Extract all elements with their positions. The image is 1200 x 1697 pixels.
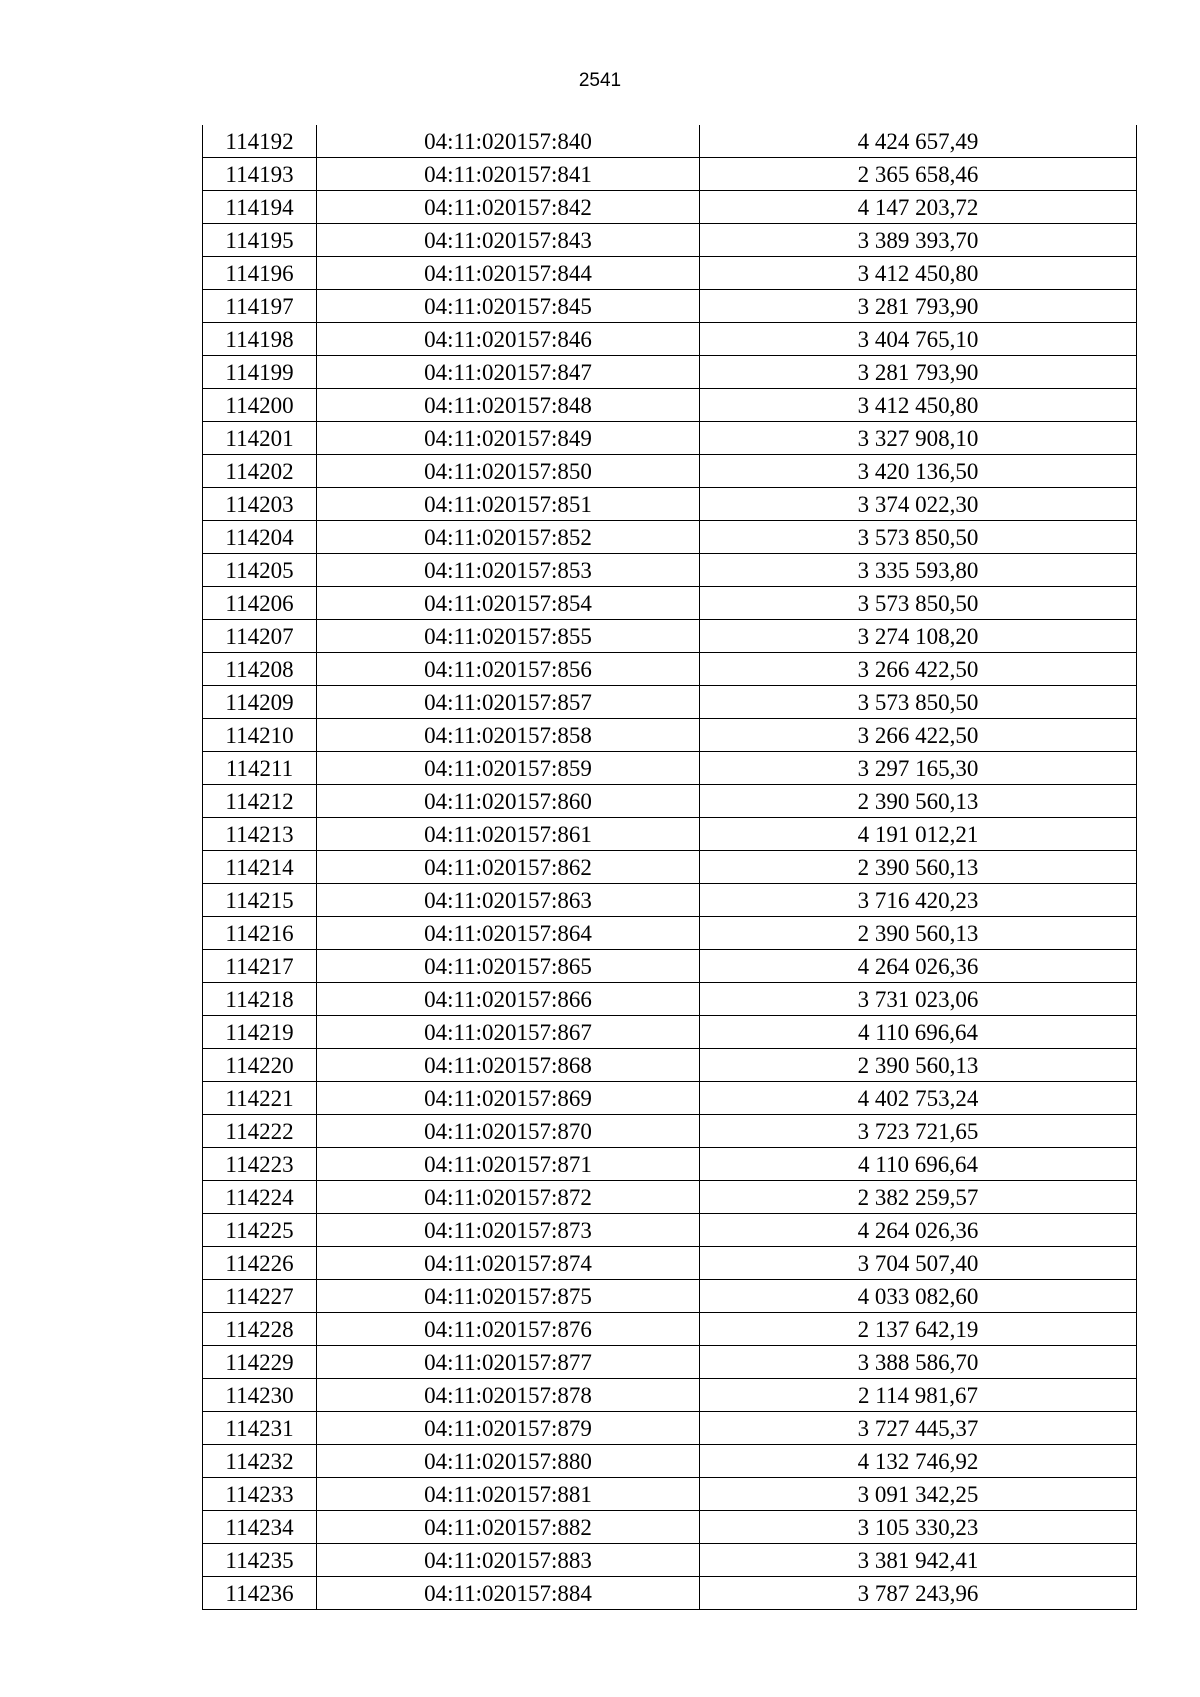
table-row xyxy=(203,1148,1137,1181)
cadastral-number-cell: 04:11:020157:884 xyxy=(317,1577,700,1610)
row-number-cell: 114199 xyxy=(203,356,317,389)
cadastral-value-cell: 4 110 696,64 xyxy=(700,1148,1137,1181)
table-body xyxy=(203,125,1137,1610)
cadastral-value-cell: 2 390 560,13 xyxy=(700,917,1137,950)
page-number: 2541 xyxy=(578,70,622,91)
row-number-cell: 114208 xyxy=(203,653,317,686)
cadastral-value-cell: 3 266 422,50 xyxy=(700,719,1137,752)
cadastral-value-cell: 3 281 793,90 xyxy=(700,356,1137,389)
row-number-cell: 114226 xyxy=(203,1247,317,1280)
table-row xyxy=(203,389,1137,422)
row-number-cell: 114231 xyxy=(203,1412,317,1445)
cadastral-value-cell: 3 404 765,10 xyxy=(700,323,1137,356)
table-row xyxy=(203,1445,1137,1478)
row-number-cell: 114219 xyxy=(203,1016,317,1049)
cadastral-number-cell: 04:11:020157:870 xyxy=(317,1115,700,1148)
row-number-cell: 114201 xyxy=(203,422,317,455)
table-row xyxy=(203,554,1137,587)
table-row xyxy=(203,1412,1137,1445)
table-row xyxy=(203,620,1137,653)
cadastral-value-cell: 2 390 560,13 xyxy=(700,1049,1137,1082)
cadastral-value-cell: 3 374 022,30 xyxy=(700,488,1137,521)
cadastral-value-cell: 3 335 593,80 xyxy=(700,554,1137,587)
cadastral-number-cell: 04:11:020157:883 xyxy=(317,1544,700,1577)
row-number-cell: 114224 xyxy=(203,1181,317,1214)
row-number-cell: 114221 xyxy=(203,1082,317,1115)
table-row xyxy=(203,719,1137,752)
table-row xyxy=(203,851,1137,884)
table-row xyxy=(203,521,1137,554)
row-number-cell: 114205 xyxy=(203,554,317,587)
row-number-cell: 114206 xyxy=(203,587,317,620)
table-row xyxy=(203,1346,1137,1379)
row-number-cell: 114197 xyxy=(203,290,317,323)
table-row xyxy=(203,983,1137,1016)
cadastral-value-cell: 2 390 560,13 xyxy=(700,851,1137,884)
cadastral-number-cell: 04:11:020157:860 xyxy=(317,785,700,818)
cadastral-value-cell: 3 716 420,23 xyxy=(700,884,1137,917)
row-number-cell: 114204 xyxy=(203,521,317,554)
table-row xyxy=(203,884,1137,917)
row-number-cell: 114210 xyxy=(203,719,317,752)
cadastral-value-cell: 4 147 203,72 xyxy=(700,191,1137,224)
row-number-cell: 114217 xyxy=(203,950,317,983)
row-number-cell: 114211 xyxy=(203,752,317,785)
cadastral-value-cell: 3 787 243,96 xyxy=(700,1577,1137,1610)
cadastral-value-cell: 3 573 850,50 xyxy=(700,521,1137,554)
cadastral-number-cell: 04:11:020157:881 xyxy=(317,1478,700,1511)
row-number-cell: 114234 xyxy=(203,1511,317,1544)
table-row xyxy=(203,1115,1137,1148)
cadastral-number-cell: 04:11:020157:873 xyxy=(317,1214,700,1247)
cadastral-number-cell: 04:11:020157:842 xyxy=(317,191,700,224)
table-row xyxy=(203,587,1137,620)
table-row xyxy=(203,950,1137,983)
row-number-cell: 114207 xyxy=(203,620,317,653)
row-number-cell: 114200 xyxy=(203,389,317,422)
table-row xyxy=(203,1511,1137,1544)
cadastral-value-cell: 3 573 850,50 xyxy=(700,686,1137,719)
cadastral-value-cell: 4 033 082,60 xyxy=(700,1280,1137,1313)
cadastral-number-cell: 04:11:020157:851 xyxy=(317,488,700,521)
cadastral-number-cell: 04:11:020157:854 xyxy=(317,587,700,620)
row-number-cell: 114220 xyxy=(203,1049,317,1082)
row-number-cell: 114212 xyxy=(203,785,317,818)
cadastral-number-cell: 04:11:020157:867 xyxy=(317,1016,700,1049)
row-number-cell: 114228 xyxy=(203,1313,317,1346)
cadastral-value-cell: 4 132 746,92 xyxy=(700,1445,1137,1478)
table-row xyxy=(203,1577,1137,1610)
table-row xyxy=(203,125,1137,158)
cadastral-number-cell: 04:11:020157:848 xyxy=(317,389,700,422)
table-row xyxy=(203,686,1137,719)
table-row xyxy=(203,422,1137,455)
table-row xyxy=(203,1280,1137,1313)
table-row xyxy=(203,1082,1137,1115)
cadastral-value-cell: 3 727 445,37 xyxy=(700,1412,1137,1445)
row-number-cell: 114235 xyxy=(203,1544,317,1577)
row-number-cell: 114233 xyxy=(203,1478,317,1511)
cadastral-value-cell: 2 137 642,19 xyxy=(700,1313,1137,1346)
row-number-cell: 114195 xyxy=(203,224,317,257)
cadastral-value-cell: 3 327 908,10 xyxy=(700,422,1137,455)
cadastral-value-table xyxy=(202,125,1137,1610)
row-number-cell: 114209 xyxy=(203,686,317,719)
table-row xyxy=(203,785,1137,818)
row-number-cell: 114218 xyxy=(203,983,317,1016)
cadastral-number-cell: 04:11:020157:872 xyxy=(317,1181,700,1214)
cadastral-value-cell: 3 731 023,06 xyxy=(700,983,1137,1016)
row-number-cell: 114194 xyxy=(203,191,317,224)
cadastral-value-cell: 4 402 753,24 xyxy=(700,1082,1137,1115)
row-number-cell: 114192 xyxy=(203,125,317,158)
row-number-cell: 114225 xyxy=(203,1214,317,1247)
table-row xyxy=(203,1247,1137,1280)
cadastral-number-cell: 04:11:020157:843 xyxy=(317,224,700,257)
cadastral-number-cell: 04:11:020157:862 xyxy=(317,851,700,884)
row-number-cell: 114222 xyxy=(203,1115,317,1148)
table-row xyxy=(203,1181,1137,1214)
row-number-cell: 114216 xyxy=(203,917,317,950)
row-number-cell: 114198 xyxy=(203,323,317,356)
cadastral-number-cell: 04:11:020157:861 xyxy=(317,818,700,851)
row-number-cell: 114230 xyxy=(203,1379,317,1412)
table-row xyxy=(203,1313,1137,1346)
cadastral-value-cell: 3 420 136,50 xyxy=(700,455,1137,488)
cadastral-value-cell: 3 573 850,50 xyxy=(700,587,1137,620)
cadastral-number-cell: 04:11:020157:841 xyxy=(317,158,700,191)
table-row xyxy=(203,290,1137,323)
cadastral-number-cell: 04:11:020157:878 xyxy=(317,1379,700,1412)
cadastral-number-cell: 04:11:020157:850 xyxy=(317,455,700,488)
cadastral-value-cell: 4 110 696,64 xyxy=(700,1016,1137,1049)
cadastral-number-cell: 04:11:020157:846 xyxy=(317,323,700,356)
cadastral-value-cell: 3 091 342,25 xyxy=(700,1478,1137,1511)
row-number-cell: 114213 xyxy=(203,818,317,851)
cadastral-value-cell: 4 424 657,49 xyxy=(700,125,1137,158)
table-row xyxy=(203,917,1137,950)
cadastral-number-cell: 04:11:020157:871 xyxy=(317,1148,700,1181)
cadastral-value-cell: 3 704 507,40 xyxy=(700,1247,1137,1280)
table-row xyxy=(203,1379,1137,1412)
cadastral-value-cell: 3 388 586,70 xyxy=(700,1346,1137,1379)
cadastral-value-cell: 2 114 981,67 xyxy=(700,1379,1137,1412)
cadastral-value-cell: 3 274 108,20 xyxy=(700,620,1137,653)
cadastral-number-cell: 04:11:020157:858 xyxy=(317,719,700,752)
row-number-cell: 114223 xyxy=(203,1148,317,1181)
cadastral-number-cell: 04:11:020157:866 xyxy=(317,983,700,1016)
cadastral-value-cell: 2 390 560,13 xyxy=(700,785,1137,818)
cadastral-number-cell: 04:11:020157:849 xyxy=(317,422,700,455)
table-row xyxy=(203,323,1137,356)
row-number-cell: 114236 xyxy=(203,1577,317,1610)
cadastral-number-cell: 04:11:020157:869 xyxy=(317,1082,700,1115)
table-row xyxy=(203,257,1137,290)
table-row xyxy=(203,158,1137,191)
cadastral-number-cell: 04:11:020157:853 xyxy=(317,554,700,587)
cadastral-number-cell: 04:11:020157:879 xyxy=(317,1412,700,1445)
cadastral-value-cell: 3 266 422,50 xyxy=(700,653,1137,686)
table-row xyxy=(203,1544,1137,1577)
cadastral-number-cell: 04:11:020157:845 xyxy=(317,290,700,323)
cadastral-number-cell: 04:11:020157:840 xyxy=(317,125,700,158)
cadastral-value-cell: 4 264 026,36 xyxy=(700,950,1137,983)
table-row xyxy=(203,224,1137,257)
row-number-cell: 114232 xyxy=(203,1445,317,1478)
row-number-cell: 114229 xyxy=(203,1346,317,1379)
row-number-cell: 114215 xyxy=(203,884,317,917)
cadastral-value-cell: 2 382 259,57 xyxy=(700,1181,1137,1214)
cadastral-number-cell: 04:11:020157:877 xyxy=(317,1346,700,1379)
row-number-cell: 114193 xyxy=(203,158,317,191)
table-row xyxy=(203,1214,1137,1247)
cadastral-number-cell: 04:11:020157:876 xyxy=(317,1313,700,1346)
cadastral-value-cell: 3 281 793,90 xyxy=(700,290,1137,323)
table-row xyxy=(203,1049,1137,1082)
cadastral-number-cell: 04:11:020157:855 xyxy=(317,620,700,653)
table-row xyxy=(203,191,1137,224)
cadastral-value-cell: 3 412 450,80 xyxy=(700,257,1137,290)
cadastral-number-cell: 04:11:020157:865 xyxy=(317,950,700,983)
table-row xyxy=(203,1478,1137,1511)
cadastral-number-cell: 04:11:020157:852 xyxy=(317,521,700,554)
cadastral-number-cell: 04:11:020157:874 xyxy=(317,1247,700,1280)
table-row xyxy=(203,752,1137,785)
table-row xyxy=(203,455,1137,488)
cadastral-number-cell: 04:11:020157:859 xyxy=(317,752,700,785)
cadastral-value-cell: 4 264 026,36 xyxy=(700,1214,1137,1247)
table-row xyxy=(203,818,1137,851)
table-row xyxy=(203,356,1137,389)
row-number-cell: 114203 xyxy=(203,488,317,521)
cadastral-value-cell: 3 297 165,30 xyxy=(700,752,1137,785)
cadastral-value-cell: 3 105 330,23 xyxy=(700,1511,1137,1544)
cadastral-number-cell: 04:11:020157:857 xyxy=(317,686,700,719)
row-number-cell: 114227 xyxy=(203,1280,317,1313)
cadastral-value-cell: 3 412 450,80 xyxy=(700,389,1137,422)
cadastral-value-cell: 4 191 012,21 xyxy=(700,818,1137,851)
cadastral-number-cell: 04:11:020157:880 xyxy=(317,1445,700,1478)
cadastral-number-cell: 04:11:020157:882 xyxy=(317,1511,700,1544)
cadastral-number-cell: 04:11:020157:847 xyxy=(317,356,700,389)
cadastral-number-cell: 04:11:020157:868 xyxy=(317,1049,700,1082)
row-number-cell: 114202 xyxy=(203,455,317,488)
cadastral-number-cell: 04:11:020157:844 xyxy=(317,257,700,290)
table-row xyxy=(203,1016,1137,1049)
cadastral-number-cell: 04:11:020157:864 xyxy=(317,917,700,950)
cadastral-number-cell: 04:11:020157:863 xyxy=(317,884,700,917)
row-number-cell: 114214 xyxy=(203,851,317,884)
cadastral-number-cell: 04:11:020157:856 xyxy=(317,653,700,686)
cadastral-value-cell: 3 723 721,65 xyxy=(700,1115,1137,1148)
table-row xyxy=(203,653,1137,686)
row-number-cell: 114196 xyxy=(203,257,317,290)
cadastral-value-cell: 3 389 393,70 xyxy=(700,224,1137,257)
table-row xyxy=(203,488,1137,521)
cadastral-number-cell: 04:11:020157:875 xyxy=(317,1280,700,1313)
cadastral-value-cell: 2 365 658,46 xyxy=(700,158,1137,191)
cadastral-value-cell: 3 381 942,41 xyxy=(700,1544,1137,1577)
